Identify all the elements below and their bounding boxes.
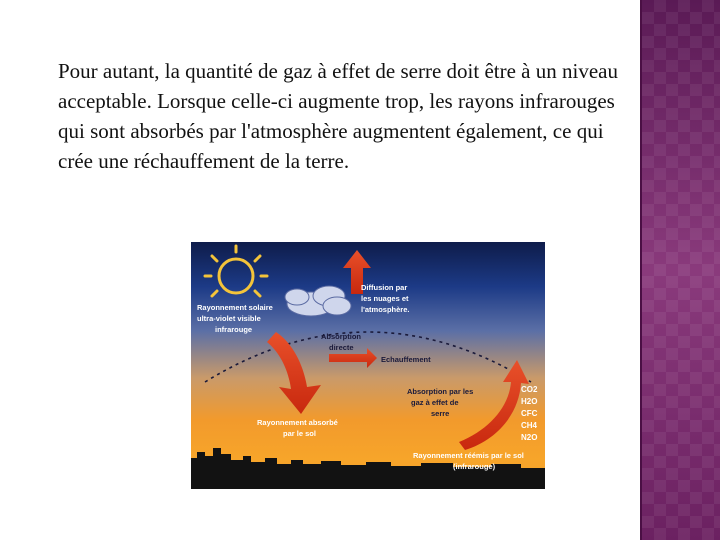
solar-radiation-label-1: Rayonnement solaire	[197, 303, 273, 312]
greenhouse-absorption-label-2: gaz à effet de	[411, 398, 459, 407]
solar-radiation-label-3: infrarouge	[215, 325, 253, 334]
gas-cfc: CFC	[521, 409, 538, 418]
slide-paragraph: Pour autant, la quantité de gaz à effet de serre doit être à un niveau acceptable. Lorsque celle-ci augmente trop, les rayons infrarouges qui sont absorbés par l'atmosphère augmentent également, ce qui crée une réchauffement de la terre.	[58, 59, 618, 173]
greenhouse-absorption-label-3: serre	[431, 409, 450, 418]
gas-n2o: N2O	[521, 433, 538, 442]
sun-icon	[205, 246, 267, 296]
greenhouse-effect-diagram	[191, 242, 545, 489]
diffusion-label-3: l'atmosphère.	[361, 305, 410, 314]
incoming-radiation-arrow	[267, 332, 321, 414]
diffusion-label-1: Diffusion par	[361, 283, 408, 292]
direct-absorption-label-2: directe	[329, 343, 354, 352]
reemitted-radiation-label-1: Rayonnement réémis par le sol	[413, 451, 524, 460]
reemitted-radiation-label-2: (infrarouge)	[453, 462, 496, 471]
reemitted-radiation-arrow	[459, 360, 529, 450]
gas-ch4: CH4	[521, 421, 538, 430]
gas-co2: CO2	[521, 385, 538, 394]
absorbed-radiation-label-1: Rayonnement absorbé	[257, 418, 338, 427]
cloud-icon	[285, 286, 351, 316]
diagram-canvas	[191, 242, 545, 489]
heating-label: Echauffement	[381, 355, 431, 364]
diffusion-label-2: les nuages et	[361, 294, 409, 303]
gas-h2o: H2O	[521, 397, 538, 406]
greenhouse-absorption-label-1: Absorption par les	[407, 387, 474, 396]
decorative-side-band	[642, 0, 720, 540]
solar-radiation-label-2: ultra-violet visible	[197, 314, 261, 323]
direct-absorption-label-1: Absorption	[321, 332, 361, 341]
absorbed-radiation-label-2: par le sol	[283, 429, 316, 438]
